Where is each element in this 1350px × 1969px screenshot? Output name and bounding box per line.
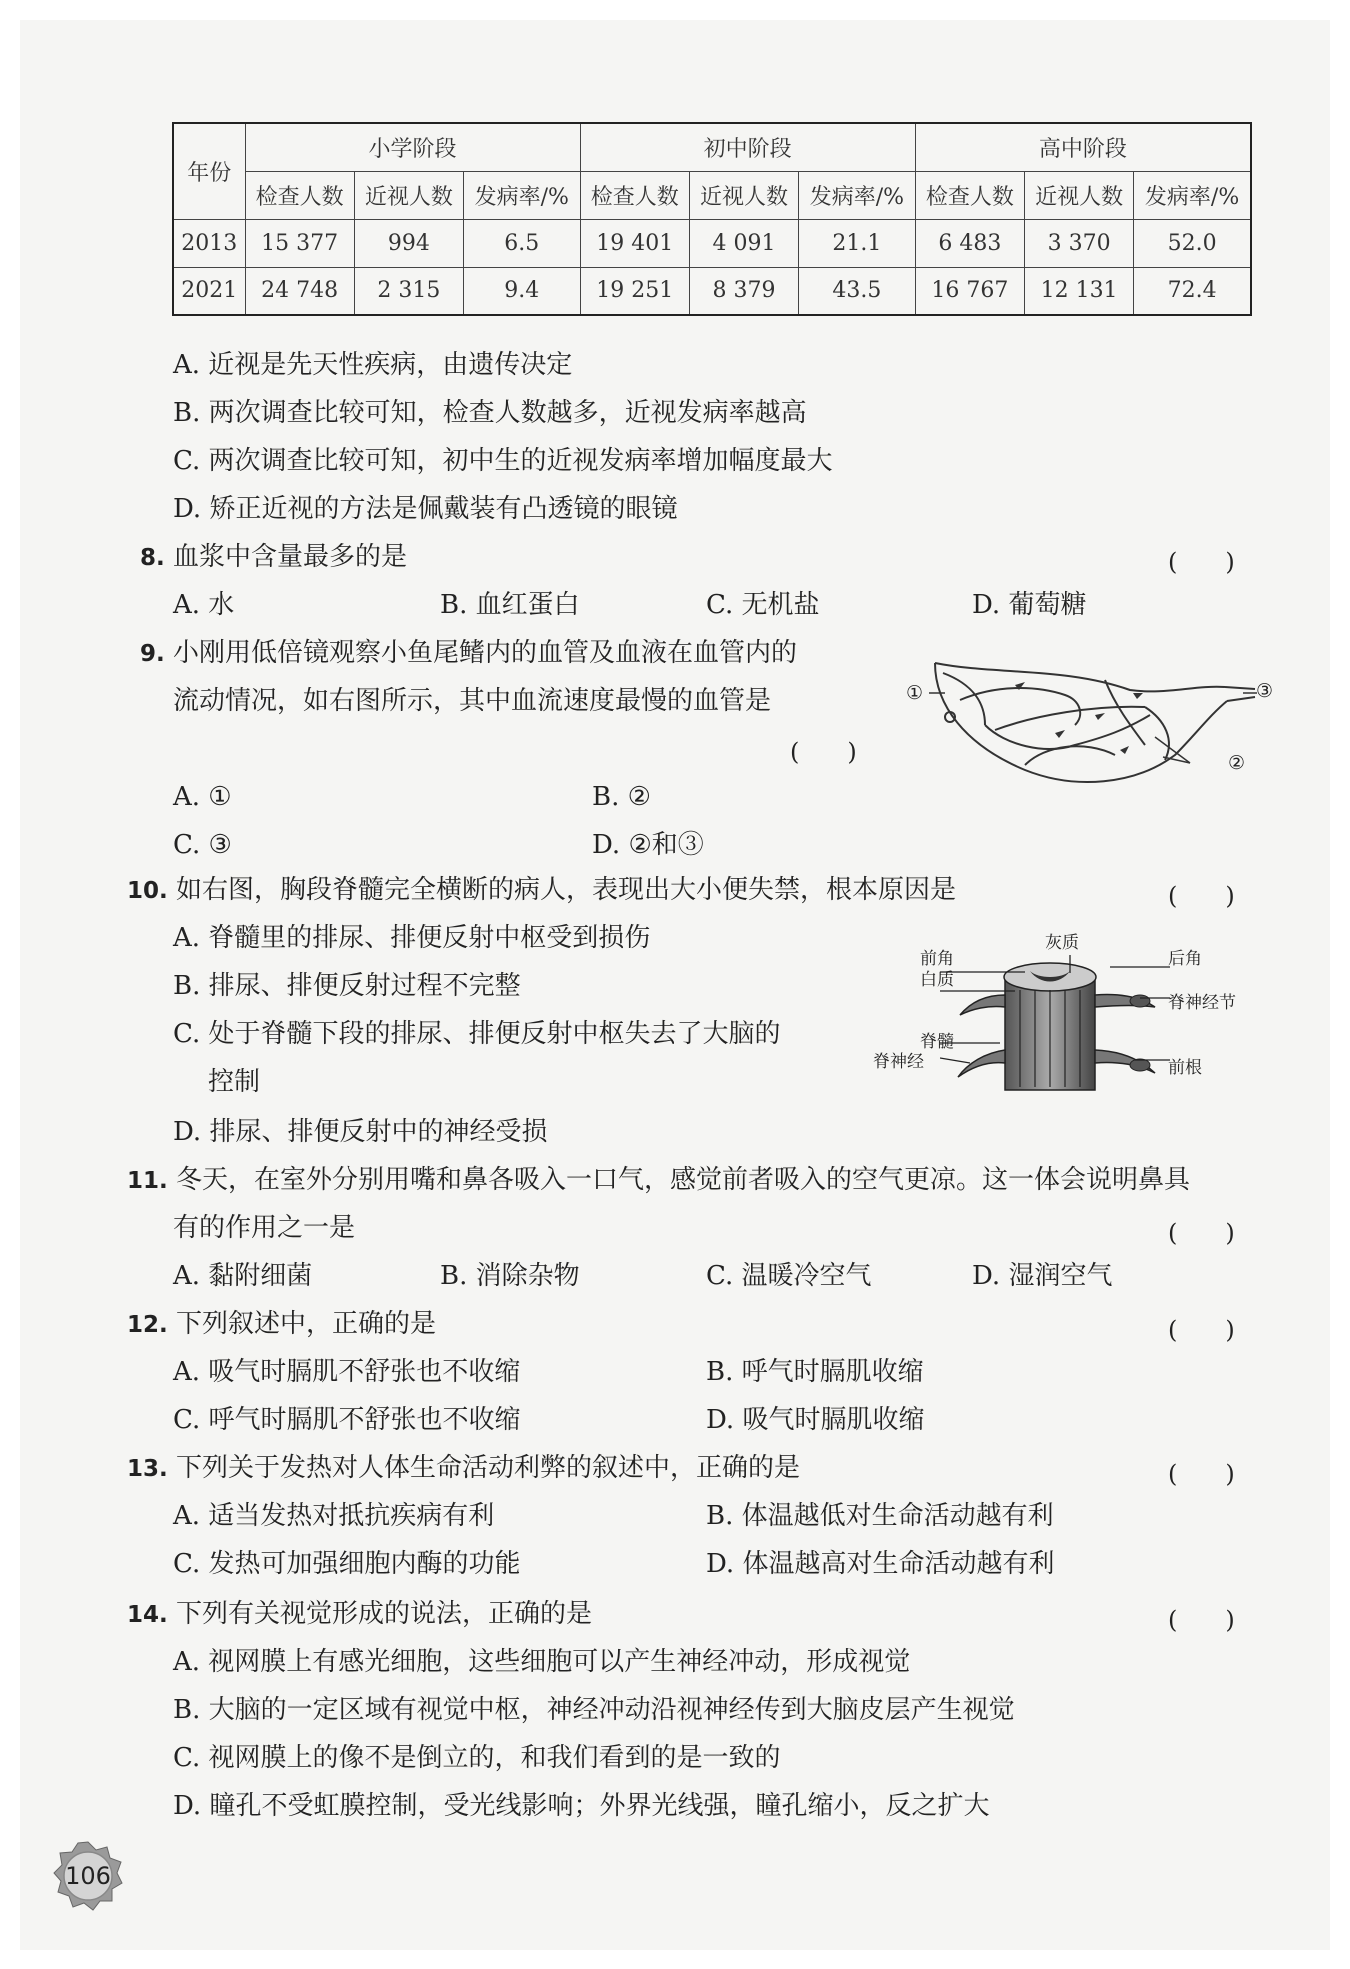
sub-header: 检查人数 bbox=[245, 171, 354, 219]
label-ganglion: 脊神经节 bbox=[1168, 993, 1236, 1013]
table-cell: 2 315 bbox=[354, 267, 463, 315]
q11-stem-line2: 有的作用之一是 bbox=[173, 1213, 356, 1243]
sub-header: 近视人数 bbox=[1024, 171, 1133, 219]
q12-option-d: D. 吸气时膈肌收缩 bbox=[706, 1405, 925, 1435]
page-number: 106 bbox=[65, 1862, 111, 1890]
year-cell: 2021 bbox=[173, 267, 245, 315]
q11-option-b: B. 消除杂物 bbox=[440, 1261, 580, 1291]
q9-option-d: D. ②和③ bbox=[592, 830, 704, 860]
q10-option-d: D. 排尿、排便反射中的神经受损 bbox=[173, 1117, 548, 1147]
q7-option-b: B. 两次调查比较可知，检查人数越多，近视发病率越高 bbox=[173, 398, 807, 428]
q8-answer-bracket: ( ) bbox=[1168, 548, 1235, 576]
q13-stem bbox=[127, 1451, 800, 1486]
sub-header: 发病率/% bbox=[799, 171, 916, 219]
q13-option-a: A. 适当发热对抵抗疾病有利 bbox=[173, 1501, 495, 1531]
q10-stem bbox=[127, 873, 956, 908]
group-header-junior: 初中阶段 bbox=[580, 123, 915, 171]
table-cell: 19 251 bbox=[580, 267, 689, 315]
q10-option-c: C. 处于脊髓下段的排尿、排便反射中枢失去了大脑的 bbox=[173, 1019, 781, 1049]
q14-option-c: C. 视网膜上的像不是倒立的，和我们看到的是一致的 bbox=[173, 1743, 781, 1773]
table-cell: 12 131 bbox=[1024, 267, 1133, 315]
blood-vessel-diagram bbox=[905, 645, 1265, 795]
table-cell: 4 091 bbox=[689, 219, 798, 267]
label-front-horn: 前角 bbox=[920, 949, 954, 969]
table-cell: 21.1 bbox=[799, 219, 916, 267]
q9-option-a: A. ① bbox=[173, 782, 232, 812]
label-back-horn: 后角 bbox=[1168, 949, 1202, 969]
table-cell: 43.5 bbox=[799, 267, 916, 315]
q8-option-b: B. 血红蛋白 bbox=[440, 590, 580, 620]
q9-answer-bracket: ( ) bbox=[790, 738, 857, 766]
vessel-label-3: ③ bbox=[1256, 680, 1274, 702]
q13-text: 下列关于发热对人体生命活动利弊的叙述中，正确的是 bbox=[176, 1453, 801, 1483]
sub-header: 检查人数 bbox=[580, 171, 689, 219]
q8-option-c: C. 无机盐 bbox=[706, 590, 820, 620]
label-gray-matter: 灰质 bbox=[1045, 933, 1079, 953]
q14-option-d: D. 瞳孔不受虹膜控制，受光线影响；外界光线强，瞳孔缩小，反之扩大 bbox=[173, 1791, 990, 1821]
q7-option-d: D. 矫正近视的方法是佩戴装有凸透镜的眼镜 bbox=[173, 494, 678, 524]
q9-stem-line1 bbox=[140, 636, 797, 671]
year-cell: 2013 bbox=[173, 219, 245, 267]
q14-text: 下列有关视觉形成的说法，正确的是 bbox=[176, 1599, 593, 1629]
q8-option-d: D. 葡萄糖 bbox=[972, 590, 1087, 620]
q11-option-d: D. 湿润空气 bbox=[972, 1261, 1113, 1291]
q14-option-b: B. 大脑的一定区域有视觉中枢，神经冲动沿视神经传到大脑皮层产生视觉 bbox=[173, 1695, 1015, 1725]
sub-header: 近视人数 bbox=[354, 171, 463, 219]
q9-option-c: C. ③ bbox=[173, 830, 232, 860]
q12-option-c: C. 呼气时膈肌不舒张也不收缩 bbox=[173, 1405, 521, 1435]
q10-option-b: B. 排尿、排便反射过程不完整 bbox=[173, 971, 521, 1001]
q7-option-c: C. 两次调查比较可知，初中生的近视发病率增加幅度最大 bbox=[173, 446, 833, 476]
table-cell: 6 483 bbox=[915, 219, 1024, 267]
q12-answer-bracket: ( ) bbox=[1168, 1316, 1235, 1344]
q12-stem bbox=[127, 1307, 436, 1342]
q9-number: 9. bbox=[140, 641, 165, 667]
q12-text: 下列叙述中，正确的是 bbox=[176, 1309, 437, 1339]
q11-stem-line1 bbox=[127, 1163, 1190, 1198]
q9-option-b: B. ② bbox=[592, 782, 651, 812]
table-cell: 15 377 bbox=[245, 219, 354, 267]
q11-number: 11. bbox=[127, 1168, 168, 1194]
q7-option-a: A. 近视是先天性疾病，由遗传决定 bbox=[173, 350, 573, 380]
q12-option-b: B. 呼气时膈肌收缩 bbox=[706, 1357, 924, 1387]
q11-option-c: C. 温暖冷空气 bbox=[706, 1261, 872, 1291]
q14-answer-bracket: ( ) bbox=[1168, 1606, 1235, 1634]
q14-number: 14. bbox=[127, 1602, 168, 1628]
sub-header: 发病率/% bbox=[1134, 171, 1251, 219]
label-spinal-nerve: 脊神经 bbox=[873, 1052, 924, 1072]
q11-option-a: A. 黏附细菌 bbox=[173, 1261, 313, 1291]
q10-answer-bracket: ( ) bbox=[1168, 882, 1235, 910]
q14-stem bbox=[127, 1597, 592, 1632]
q13-option-b: B. 体温越低对生命活动越有利 bbox=[706, 1501, 1054, 1531]
vessel-label-2: ② bbox=[1228, 752, 1246, 774]
table-cell: 8 379 bbox=[689, 267, 798, 315]
table-row bbox=[173, 267, 1251, 315]
group-header-senior: 高中阶段 bbox=[915, 123, 1251, 171]
sub-header: 检查人数 bbox=[915, 171, 1024, 219]
vessel-label-1: ① bbox=[906, 682, 924, 704]
group-header-primary: 小学阶段 bbox=[245, 123, 580, 171]
q13-number: 13. bbox=[127, 1456, 168, 1482]
table-row bbox=[173, 219, 1251, 267]
q9-stem-line2: 流动情况，如右图所示，其中血流速度最慢的血管是 bbox=[173, 686, 772, 716]
q14-option-a: A. 视网膜上有感光细胞，这些细胞可以产生神经冲动，形成视觉 bbox=[173, 1647, 911, 1677]
q10-option-a: A. 脊髓里的排尿、排便反射中枢受到损伤 bbox=[173, 923, 651, 953]
q13-option-d: D. 体温越高对生命活动越有利 bbox=[706, 1549, 1055, 1579]
q9-text: 小刚用低倍镜观察小鱼尾鳍内的血管及血液在血管内的 bbox=[173, 638, 798, 668]
table-cell: 16 767 bbox=[915, 267, 1024, 315]
q10-text: 如右图，胸段脊髓完全横断的病人，表现出大小便失禁，根本原因是 bbox=[176, 875, 957, 905]
table-cell: 72.4 bbox=[1134, 267, 1251, 315]
q8-text: 血浆中含量最多的是 bbox=[173, 542, 408, 572]
q13-answer-bracket: ( ) bbox=[1168, 1460, 1235, 1488]
table-cell: 24 748 bbox=[245, 267, 354, 315]
q8-number: 8. bbox=[140, 545, 165, 571]
table-cell: 52.0 bbox=[1134, 219, 1251, 267]
q8-stem bbox=[140, 540, 407, 575]
table-cell: 994 bbox=[354, 219, 463, 267]
q13-option-c: C. 发热可加强细胞内酶的功能 bbox=[173, 1549, 521, 1579]
q12-number: 12. bbox=[127, 1312, 168, 1338]
q11-text: 冬天，在室外分别用嘴和鼻各吸入一口气，感觉前者吸入的空气更凉。这一体会说明鼻具 bbox=[176, 1165, 1191, 1195]
sub-header: 发病率/% bbox=[463, 171, 580, 219]
label-spinal-cord: 脊髓 bbox=[920, 1032, 954, 1052]
q11-answer-bracket: ( ) bbox=[1168, 1219, 1235, 1247]
table-cell: 19 401 bbox=[580, 219, 689, 267]
spinal-label-leaders bbox=[940, 945, 1170, 1100]
q8-option-a: A. 水 bbox=[173, 590, 235, 620]
q10-option-c-cont: 控制 bbox=[208, 1067, 261, 1097]
q10-number: 10. bbox=[127, 878, 168, 904]
myopia-survey-table bbox=[172, 122, 1252, 316]
year-header: 年份 bbox=[173, 123, 245, 219]
table-cell: 3 370 bbox=[1024, 219, 1133, 267]
label-front-root: 前根 bbox=[1168, 1058, 1202, 1078]
q12-option-a: A. 吸气时膈肌不舒张也不收缩 bbox=[173, 1357, 521, 1387]
label-white-matter: 白质 bbox=[920, 970, 954, 990]
table-cell: 9.4 bbox=[463, 267, 580, 315]
table-cell: 6.5 bbox=[463, 219, 580, 267]
sub-header: 近视人数 bbox=[689, 171, 798, 219]
